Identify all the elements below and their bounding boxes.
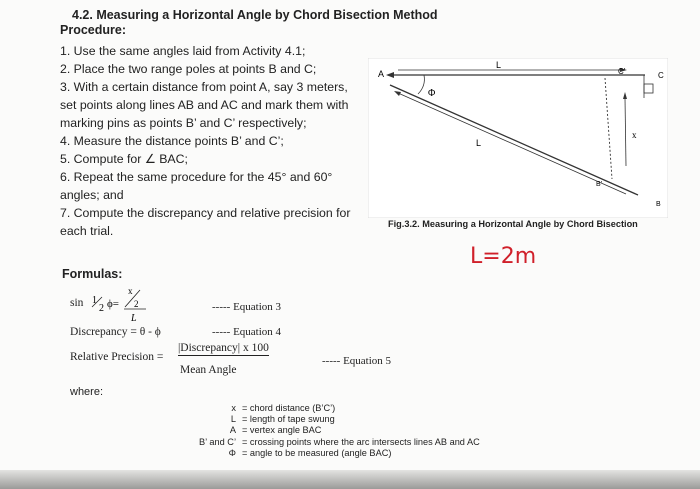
section-title: 4.2. Measuring a Horizontal Angle by Chord Bisection Method	[72, 8, 438, 22]
legend-row	[194, 403, 480, 414]
label-x: x	[632, 130, 637, 140]
legend-symbol: x	[231, 403, 236, 413]
label-b: B	[656, 201, 661, 208]
label-phi: Φ	[428, 88, 436, 99]
eq3-x: x	[128, 286, 133, 296]
procedure-step: 2. Place the two range poles at points B and C;	[60, 62, 317, 76]
procedure-steps	[60, 42, 360, 240]
equation-5-numerator	[178, 342, 269, 356]
equation-3-lhs: sin	[70, 297, 84, 309]
equation-5-times: x 100	[242, 342, 269, 354]
procedure-step: 3. With a certain distance from point A, say 3 meters,	[60, 80, 348, 94]
procedure-step: 4. Measure the distance points B’ and C’;	[60, 134, 284, 148]
legend-text: = crossing points where the arc intersects lines AB and AC	[242, 436, 480, 447]
equation-3-tag: ----- Equation 3	[212, 301, 282, 313]
eq3-phi: ϕ=	[107, 298, 119, 310]
formulas-heading: Formulas:	[62, 267, 123, 281]
equation-5-lhs: Relative Precision =	[70, 351, 164, 363]
legend-text: = vertex angle BAC	[242, 425, 322, 436]
equation-4-tag: ----- Equation 4	[212, 326, 282, 338]
equation-5-tag: ----- Equation 5	[322, 355, 392, 367]
procedure-step: set points along lines AB and AC and mark them with	[60, 98, 349, 112]
handwritten-note: L=2m	[470, 244, 537, 269]
eq3-two-b: 2	[134, 299, 139, 309]
eq3-one: 1	[92, 295, 97, 306]
where-label: where:	[70, 386, 104, 398]
legend-row	[194, 414, 480, 425]
equation-3-tag-text: Equation 3	[233, 301, 282, 313]
legend-symbol: A	[229, 425, 236, 436]
label-l-top: L	[496, 60, 502, 70]
figure-caption: Fig.3.2. Measuring a Horizontal Angle by Chord Bisection	[388, 219, 638, 229]
procedure-step: marking pins as points B’ and C’ respectively;	[60, 116, 307, 130]
chord-bisection-figure	[368, 58, 668, 218]
legend-symbol: B’ and C’	[199, 436, 236, 447]
equation-5-num-text: |Discrepancy|	[178, 342, 241, 354]
label-b-prime: B’	[596, 181, 603, 188]
equation-4: Discrepancy = θ - ϕ	[70, 326, 161, 338]
equation-4-tag-text: Equation 4	[233, 326, 282, 338]
legend-row	[194, 437, 480, 448]
eq3-two: 2	[99, 303, 104, 314]
equation-5-denominator: Mean Angle	[180, 364, 237, 376]
legend-symbol: L	[230, 414, 236, 425]
procedure-step: angles; and	[60, 188, 124, 202]
figure-frame	[368, 58, 668, 218]
procedure-step: 1. Use the same angles laid from Activity 4.1;	[60, 44, 306, 58]
legend-text: = angle to be measured (angle BAC)	[242, 447, 392, 458]
legend-symbol: Φ	[228, 447, 236, 458]
legend-row	[194, 425, 480, 436]
legend-row	[194, 448, 480, 459]
legend-text: = chord distance (B’C’)	[242, 403, 336, 413]
procedure-heading: Procedure:	[60, 23, 126, 37]
procedure-step: each trial.	[60, 224, 114, 238]
eq3-l: L	[131, 313, 137, 324]
equation-3-fraction	[90, 285, 160, 325]
page-bottom-shadow	[0, 470, 700, 489]
procedure-step: 5. Compute for ∠ BAC;	[60, 152, 188, 166]
label-a: A	[378, 69, 385, 79]
label-l-mid: L	[476, 138, 482, 148]
procedure-step: 6. Repeat the same procedure for the 45° and 60°	[60, 170, 333, 184]
variable-legend	[194, 403, 480, 459]
equation-5-tag-text: Equation 5	[343, 355, 392, 367]
legend-text: = length of tape swung	[242, 414, 335, 425]
label-c: C	[658, 71, 664, 80]
label-c-prime: C’	[618, 67, 626, 76]
procedure-step: 7. Compute the discrepancy and relative precision for	[60, 206, 351, 220]
